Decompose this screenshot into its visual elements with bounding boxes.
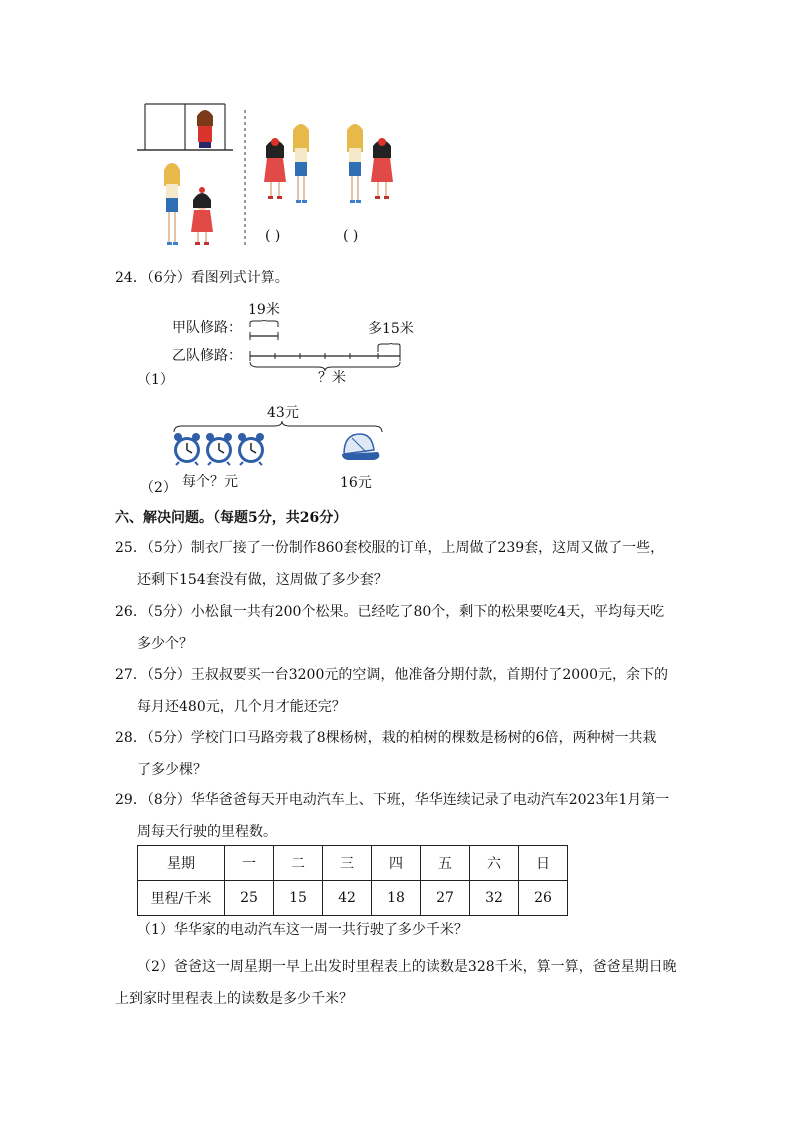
table-cell: 32	[470, 881, 519, 916]
q24-team-b-label: 乙队修路：	[172, 348, 242, 364]
table-cell: 日	[519, 846, 568, 881]
dark-hair-girl-back-icon	[264, 138, 286, 199]
q29-sub2	[115, 951, 697, 1015]
question-line: 25．（5分）制衣厂接了一份制作860套校服的订单，上周做了239套，这周又做了一些，	[115, 540, 665, 556]
section-title: 六、解决问题。（每题5分，共26分）	[115, 510, 348, 526]
door-frame-icon	[137, 104, 233, 150]
table-cell: 五	[421, 846, 470, 881]
question-line: 周每天行驶的里程数。	[137, 824, 277, 840]
q24-clock-price: 每个？元	[182, 474, 238, 490]
table-cell: 26	[519, 881, 568, 916]
q24-hat-price: 16元	[340, 475, 372, 491]
blonde-girl-back-icon	[347, 124, 363, 203]
dark-hair-girl-back-icon	[371, 138, 393, 199]
blonde-girl-icon	[164, 163, 180, 245]
question-line: 上到家时里程表上的读数是多少千米？	[115, 991, 353, 1007]
table-cell: 15	[274, 881, 323, 916]
q29-sub1: （1）华华家的电动汽车这一周一共行驶了多少千米？	[137, 922, 468, 938]
mileage-table	[137, 845, 568, 916]
question-27	[115, 659, 685, 723]
question-line: 27．（5分）王叔叔要买一台3200元的空调，他准备分期付款，首期付了2000元，余下的	[115, 667, 668, 683]
table-cell: 三	[323, 846, 372, 881]
girl-in-window-icon	[197, 110, 213, 148]
question-line: 每月还480元，几个月才能还完？	[137, 699, 346, 715]
table-header: 星期	[138, 846, 225, 881]
alarm-clock-icon	[171, 432, 203, 466]
table-row	[138, 881, 568, 916]
q24-more: 多15米	[368, 321, 414, 337]
q24-total-price: 43元	[267, 405, 299, 421]
table-cell: 42	[323, 881, 372, 916]
answer-paren-1[interactable]: ( )	[265, 228, 281, 244]
table-cell: 四	[372, 846, 421, 881]
dark-hair-girl-icon	[191, 187, 213, 245]
q24-part1-num: （1）	[137, 372, 174, 388]
q24-title: 24．（6分）看图列式计算。	[115, 270, 289, 286]
table-cell: 18	[372, 881, 421, 916]
alarm-clock-icon	[203, 432, 235, 466]
table-cell: 27	[421, 881, 470, 916]
alarm-clock-icon	[235, 432, 267, 466]
question-line: 了多少棵？	[137, 762, 207, 778]
q24-part2-num: （2）	[140, 480, 177, 496]
question-26	[115, 596, 685, 660]
table-header: 里程/千米	[138, 881, 225, 916]
question-29	[115, 784, 685, 848]
question-line: 多少个？	[137, 636, 193, 652]
option-1-figure	[264, 124, 309, 203]
q24-total-length: ？米	[318, 370, 346, 386]
table-cell: 一	[225, 846, 274, 881]
question-line: （2）爸爸这一周星期一早上出发时里程表上的读数是328千米，算一算，爸爸星期日晚	[137, 959, 677, 975]
answer-paren-2[interactable]: ( )	[343, 228, 359, 244]
table-cell: 25	[225, 881, 274, 916]
question-line: 28．（5分）学校门口马路旁栽了8棵杨树，栽的柏树的棵数是杨树的6倍，两种树一共栽	[115, 730, 657, 746]
table-cell: 二	[274, 846, 323, 881]
question-line: 29．（8分）华华爸爸每天开电动汽车上、下班，华华连续记录了电动汽车2023年1月第一	[115, 792, 670, 808]
question-25	[115, 532, 685, 596]
table-cell: 六	[470, 846, 519, 881]
question-line: 还剩下154套没有做，这周做了多少套？	[137, 572, 388, 588]
question-28	[115, 722, 685, 786]
option-2-figure	[347, 124, 393, 203]
cap-hat-icon	[338, 430, 384, 464]
q24-top-length: 19米	[248, 302, 280, 318]
q24-team-a-label: 甲队修路：	[172, 320, 242, 336]
line-segment-diagram	[240, 316, 410, 372]
blonde-girl-back-icon	[293, 124, 309, 203]
table-row	[138, 846, 568, 881]
question-line: 26．（5分）小松鼠一共有200个松果。已经吃了80个，剩下的松果要吃4天，平均每天吃	[115, 604, 665, 620]
